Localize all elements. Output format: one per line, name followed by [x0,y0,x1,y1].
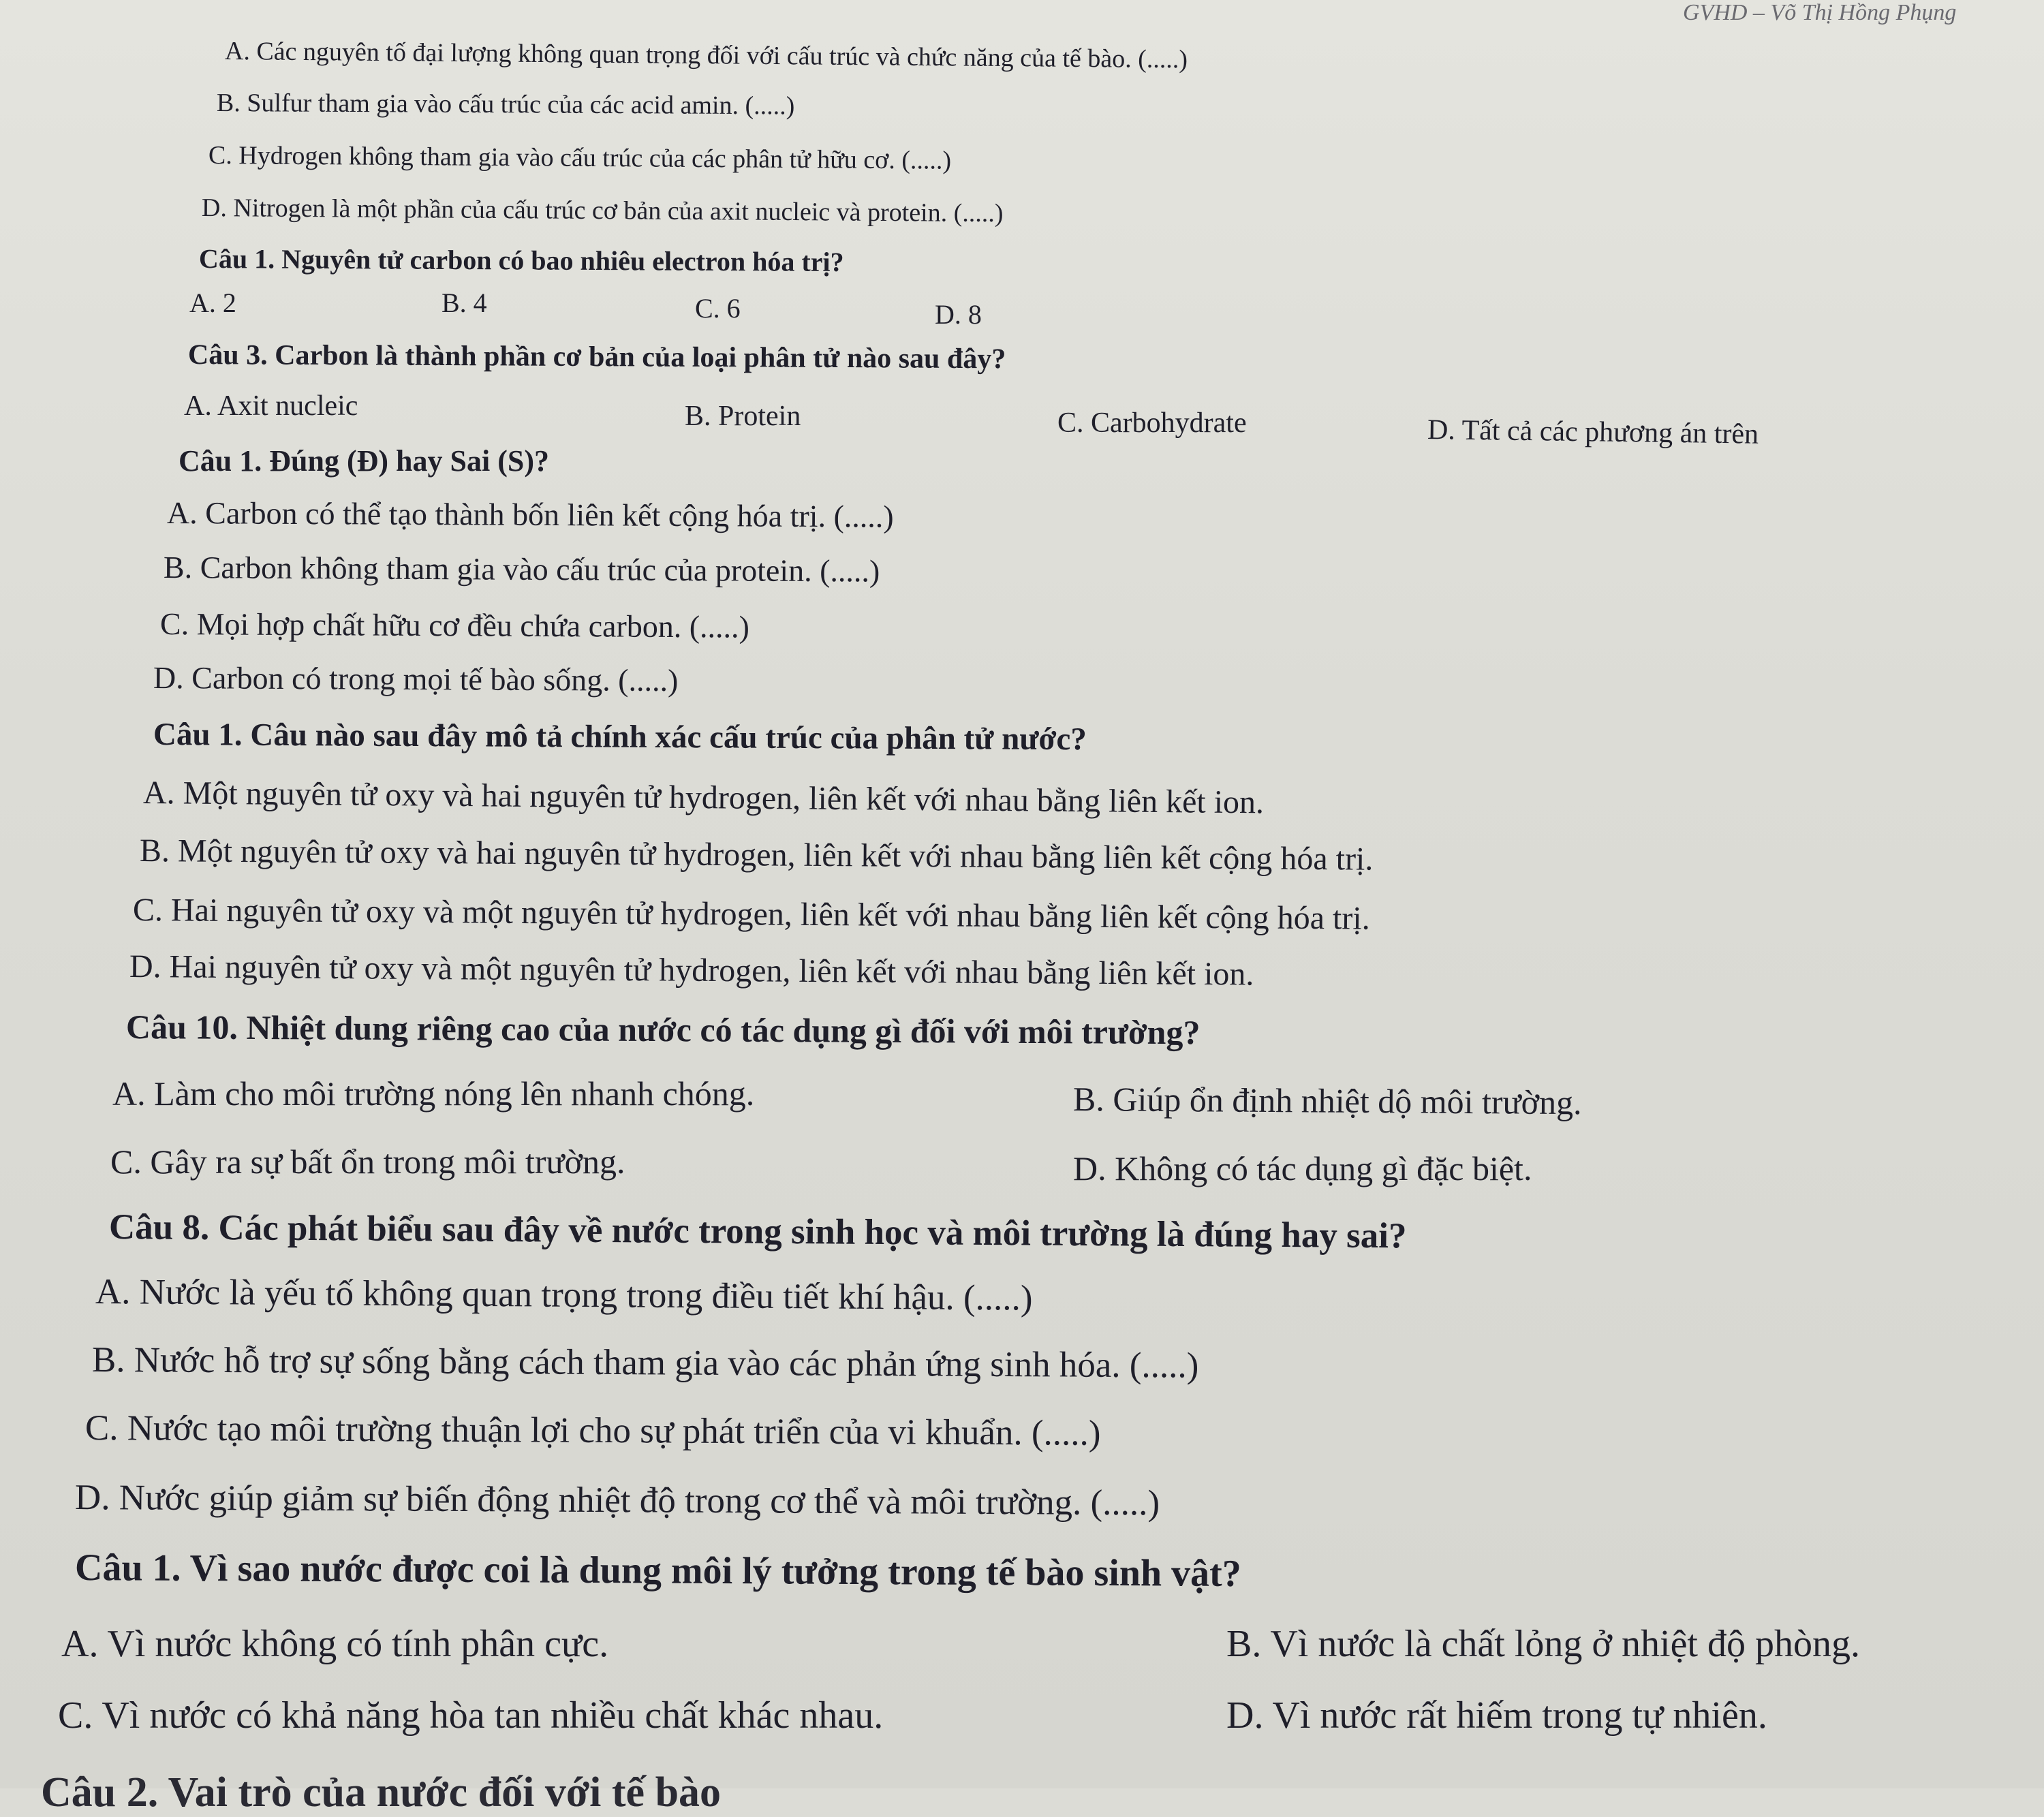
option-c: C. Gây ra sự bất ổn trong môi trường. [110,1143,625,1181]
statement-d: D. Nitrogen là một phần của cấu trúc cơ bản của axit nucleic và protein. (.....) [201,193,1004,228]
option-c: C. 6 [695,293,741,324]
option-a: A. Vì nước không có tính phân cực. [61,1623,609,1665]
statement-d: D. Hai nguyên tử oxy và một nguyên tử hydrogen, liên kết với nhau bằng liên kết ion. [129,948,1254,993]
option-b: B. 4 [442,288,487,318]
statement-a: A. Nước là yếu tố không quan trọng trong điều tiết khí hậu. (.....) [95,1272,1033,1318]
option-b: B. Protein [685,401,801,432]
question-title: Câu 1. Nguyên tử carbon có bao nhiêu electron hóa trị? [198,243,844,277]
statement-a: A. Carbon có thể tạo thành bốn liên kết cộng hóa trị. (.....) [166,495,894,534]
question-title: Câu 1. Câu nào sau đây mô tả chính xác cấu trúc của phân tử nước? [153,717,1087,758]
option-b: B. Vì nước là chất lỏng ở nhiệt độ phòng. [1226,1623,1860,1665]
question-title: Câu 1. Vì sao nước được coi là dung môi lý tưởng trong tế bào sinh vật? [74,1547,1241,1595]
statement-b: B. Một nguyên tử oxy và hai nguyên tử hydrogen, liên kết với nhau bằng liên kết cộng hóa trị. [139,833,1374,878]
partial-question-line: Câu 2. Vai trò của nước đối với tế bào [41,1769,722,1816]
statement-c: C. Mọi hợp chất hữu cơ đều chứa carbon. (.....) [159,606,750,645]
option-a: A. Làm cho môi trường nóng lên nhanh chóng. [112,1074,755,1113]
option-b: B. Giúp ổn định nhiệt dộ môi trường. [1072,1080,1582,1122]
question-title: Câu 8. Các phát biểu sau đây về nước trong sinh học và môi trường là đúng hay sai? [108,1207,1407,1256]
question-title: Câu 10. Nhiệt dung riêng cao của nước có tác dụng gì đối với môi trường? [125,1008,1201,1052]
statement-a: A. Các nguyên tố đại lượng không quan trọng đối với cấu trúc và chức năng của tế bào. (.....) [224,37,1188,74]
statement-d: D. Carbon có trong mọi tế bào sống. (.....) [153,660,679,698]
statement-b: B. Sulfur tham gia vào cấu trúc của các acid amin. (.....) [216,89,795,121]
question-title: Câu 1. Đúng (Đ) hay Sai (S)? [179,444,549,478]
option-d: D. Tất cả các phương án trên [1427,414,1759,450]
statement-a: A. Một nguyên tử oxy và hai nguyên tử hydrogen, liên kết với nhau bằng liên kết ion. [142,775,1265,821]
teacher-header: GVHD – Võ Thị Hồng Phụng [1683,0,1957,25]
option-a: A. 2 [189,288,236,318]
option-d: D. Không có tác dụng gì đặc biệt. [1073,1149,1532,1187]
statement-c: C. Hai nguyên tử oxy và một nguyên tử hydrogen, liên kết với nhau bằng liên kết cộng hóa trị. [132,892,1370,937]
statement-c: C. Nước tạo môi trường thuận lợi cho sự phát triển của vi khuẩn. (.....) [84,1408,1101,1453]
statement-b: B. Nước hỗ trợ sự sống bằng cách tham gia vào các phản ứng sinh hóa. (.....) [91,1340,1199,1386]
option-d: D. 8 [935,299,982,330]
statement-b: B. Carbon không tham gia vào cấu trúc của protein. (.....) [163,550,880,589]
option-a: A. Axit nucleic [184,390,358,422]
statement-c: C. Hydrogen không tham gia vào cấu trúc của các phân tử hữu cơ. (.....) [208,141,952,175]
option-d: D. Vì nước rất hiếm trong tự nhiên. [1226,1694,1767,1737]
question-title: Câu 3. Carbon là thành phần cơ bản của loại phân tử nào sau đây? [187,339,1006,375]
statement-d: D. Nước giúp giảm sự biến động nhiệt độ trong cơ thể và môi trường. (.....) [74,1478,1160,1523]
option-c: C. Carbohydrate [1057,407,1247,439]
option-c: C. Vì nước có khả năng hòa tan nhiều chất khác nhau. [58,1694,884,1737]
